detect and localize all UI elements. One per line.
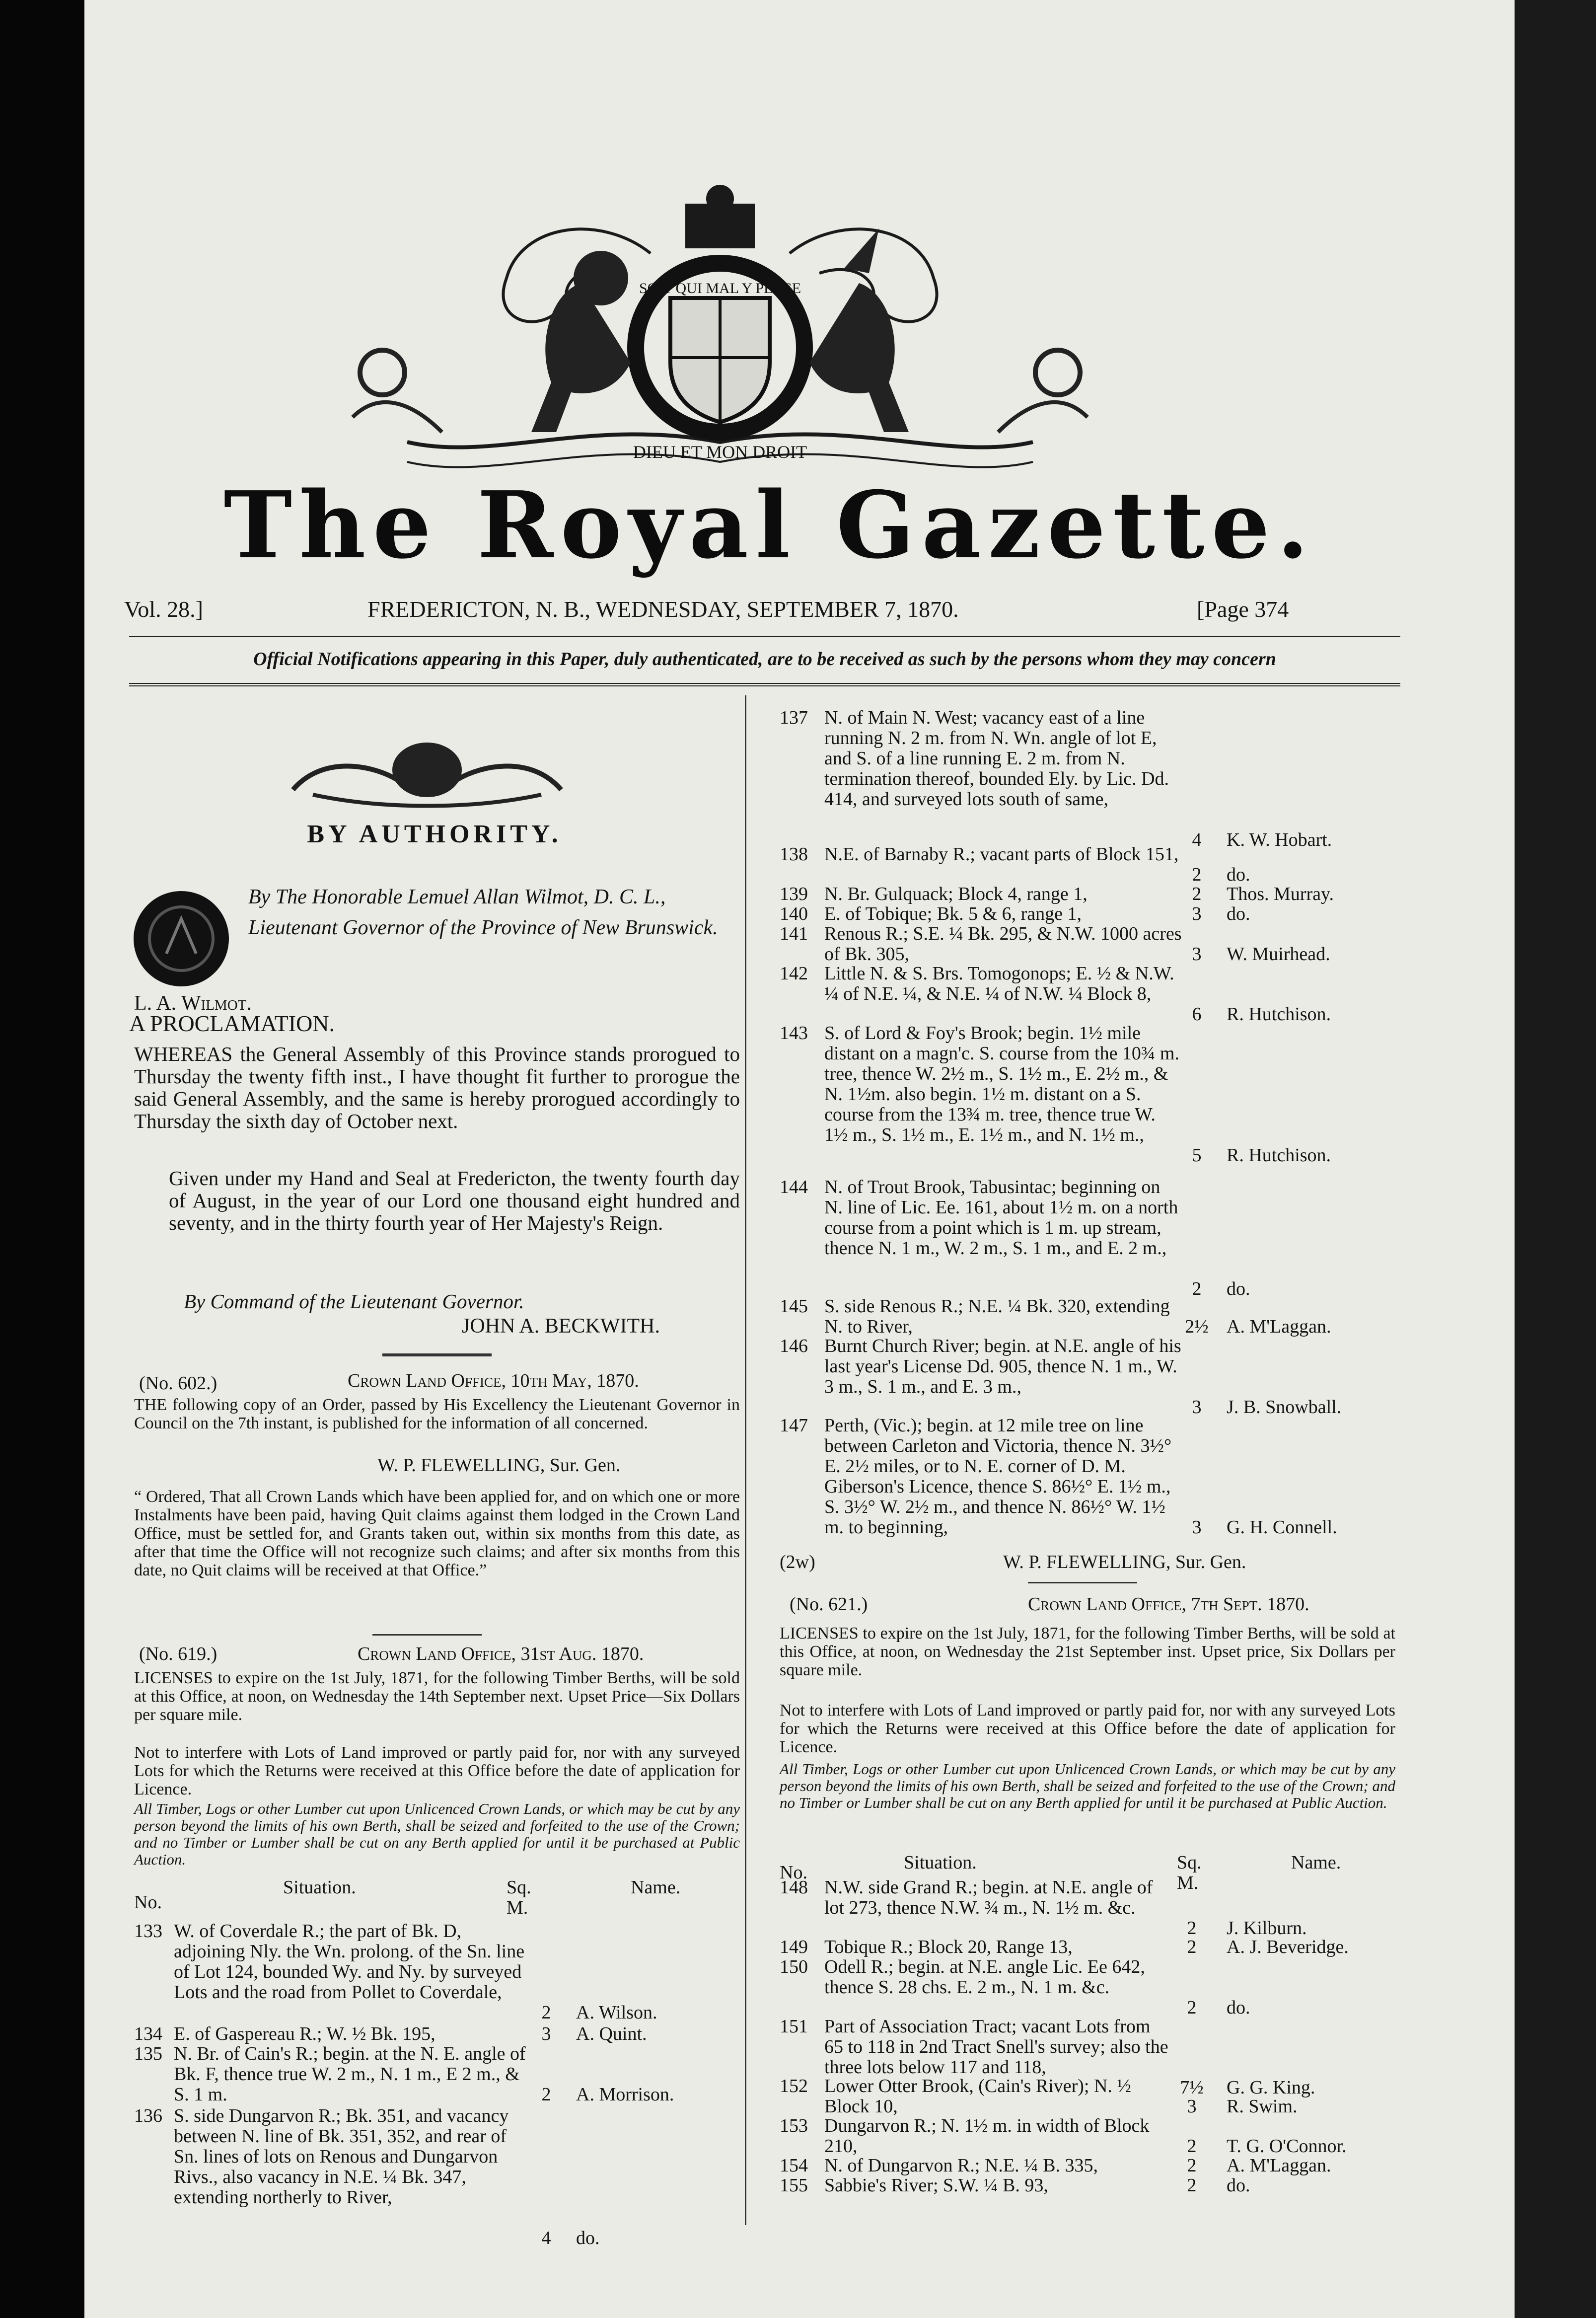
row-number: 146 <box>780 1336 808 1356</box>
notice-621-timber: All Timber, Logs or other Lumber cut upon Unlicenced Crown Lands, or which may be cut by any person beyond the limits of his own Berth, shall be seized and forfeited to the use of the Crown; and no Timber or Lumber shall be cut on any Berth applied for until it be purchased at Public Auction. <box>780 1760 1395 1811</box>
row-sq-miles: 7½ <box>1180 2077 1204 2098</box>
row-name: R. Hutchison. <box>1227 1145 1331 1166</box>
notice-619-number: (No. 619.) <box>139 1644 218 1664</box>
row-sq-miles: 2 <box>1187 1937 1197 1957</box>
notice-602-order: “ Ordered, That all Crown Lands which have been applied for, and on which one or more Instalments have been paid, having Quit claims against them lodged in the Crown Land Office, must be settled for, and Grants taken out, within six months from this date, as after that time the Office will not recognize such claims; and after six months from this date, no Quit claims will be received at that Office.” <box>134 1488 740 1579</box>
row-situation: N. of Trout Brook, Tabusintac; beginning on N. line of Lic. Ee. 161, about 1½ m. on a north course from a point which is 1 m. up stream, thence N. 1 m., W. 2 m., S. 1 m., and E. 2 m., <box>824 1177 1178 1259</box>
row-situation: E. of Gaspereau R.; W. ½ Bk. 195, <box>174 2023 435 2044</box>
row-number: 147 <box>780 1415 808 1436</box>
col-situation: Situation. <box>283 1877 356 1898</box>
row-number: 152 <box>780 2076 808 2096</box>
row-name: R. Swim. <box>1227 2096 1298 2117</box>
row-sq-miles: 2 <box>1192 1278 1202 1299</box>
garter-motto: SOIT QUI MAL Y PENSE <box>639 280 801 297</box>
row-name: do. <box>1227 1278 1250 1299</box>
column-divider <box>745 695 746 2225</box>
notice-619-office: Crown Land Office, 31st Aug. 1870. <box>358 1644 644 1664</box>
proclamation-text: WHEREAS the General Assembly of this Province stands prorogued to Thursday the twenty fifth inst., I have thought fit further to prorogue the said General Assembly, and the same is hereby prorogued accordingly to Thursday the sixth day of October next. <box>134 1043 740 1132</box>
col-name: Name. <box>1291 1852 1341 1873</box>
gazette-page <box>84 0 1515 2318</box>
row-situation: E. of Tobique; Bk. 5 & 6, range 1, <box>824 903 1082 924</box>
row-name: do. <box>1227 1997 1250 2018</box>
row-number: 154 <box>780 2155 808 2176</box>
col-no: No. <box>780 1862 807 1883</box>
row-situation: Burnt Church River; begin. at N.E. angle of his last year's License Dd. 905, thence N. 1 m., W. 3 m., S. 1 m., and E. 3 m., <box>824 1336 1181 1397</box>
row-sq-miles: 2 <box>1192 864 1202 885</box>
row-sq-miles: 5 <box>1192 1145 1202 1166</box>
row-name: A. M'Laggan. <box>1227 2155 1331 2176</box>
row-name: do. <box>1227 2175 1250 2196</box>
row-sq-miles: 3 <box>1192 903 1202 924</box>
row-number: 148 <box>780 1877 808 1898</box>
row-sq-miles: 3 <box>541 2023 551 2044</box>
row-name: G. H. Connell. <box>1227 1517 1337 1538</box>
row-situation: S. side Dungarvon R.; Bk. 351, and vacancy between N. line of Bk. 351, 352, and rear of Sn. lines of lots on Renous and Dungarvon Rivs., also vacancy in N.E. ¼ Bk. 347, extending northerly to River, <box>174 2105 509 2208</box>
row-situation: N.E. of Barnaby R.; vacant parts of Block 151, <box>824 844 1179 865</box>
col-sq-m: Sq. M. <box>507 1877 531 1918</box>
row-number: 153 <box>780 2115 808 2136</box>
notice-602-office: Crown Land Office, 10th May, 1870. <box>348 1370 639 1391</box>
proclamation-preamble: By The Honorable Lemuel Allan Wilmot, D. C. L., Lieutenant Governor of the Province of New Brunswick. <box>248 886 718 939</box>
small-coat-of-arms-icon <box>283 735 571 810</box>
notice-621-interfere: Not to interfere with Lots of Land improved or partly paid for, nor with any surveyed Lots for which the Returns were received at this Office before the date of application for Licence. <box>780 1701 1395 1756</box>
row-situation: Perth, (Vic.); begin. at 12 mile tree on line between Carleton and Victoria, thence N. 3½° E. 2½ miles, or to N. E. corner of D. M. Giberson's Licence, thence S. 86½° E. 1½ m., S. 3½° W. 2½ m., and thence N. 86½° W. 1½ m. to beginning, <box>824 1415 1172 1538</box>
row-sq-miles: 3 <box>1192 1397 1202 1418</box>
row-sq-miles: 2 <box>1192 884 1202 904</box>
row-situation: N. Br. of Cain's R.; begin. at the N. E. angle of Bk. F, thence true W. 2 m., N. 1 m., E 2 m., & S. 1 m. <box>174 2043 526 2105</box>
command-line: By Command of the Lieutenant Governor. <box>184 1290 524 1313</box>
row-sq-miles: 4 <box>1192 829 1202 850</box>
proclamation-title: A PROCLAMATION. <box>129 1011 335 1036</box>
row-name: R. Hutchison. <box>1227 1004 1331 1025</box>
row-sq-miles: 2 <box>1187 1997 1197 2018</box>
row-number: 137 <box>780 707 808 728</box>
proclamation-given: Given under my Hand and Seal at Fredericton, the twenty fourth day of August, in the year of our Lord one thousand eight hundred and seventy, and in the thirty fourth year of Her Majesty's Reign. <box>169 1167 740 1234</box>
separator-rule <box>1028 1582 1137 1583</box>
row-situation: Dungarvon R.; N. 1½ m. in width of Block 210, <box>824 2115 1150 2157</box>
row-sq-miles: 2 <box>1187 2175 1197 2196</box>
row-sq-miles: 2 <box>1187 2136 1197 2157</box>
row-number: 134 <box>134 2023 162 2044</box>
by-authority-heading: BY AUTHORITY. <box>307 820 562 848</box>
masthead-title: The Royal Gazette. <box>223 471 1316 579</box>
row-name: A. Wilson. <box>576 2002 657 2023</box>
notice-619-signed: W. P. FLEWELLING, Sur. Gen. <box>1003 1552 1246 1572</box>
row-name: T. G. O'Connor. <box>1227 2136 1347 2157</box>
notice-602-signed: W. P. FLEWELLING, Sur. Gen. <box>377 1455 621 1476</box>
row-number: 139 <box>780 884 808 904</box>
scan-left-edge <box>0 0 84 2318</box>
row-number: 138 <box>780 844 808 865</box>
row-situation: Renous R.; S.E. ¼ Bk. 295, & N.W. 1000 acres of Bk. 305, <box>824 923 1182 965</box>
row-name: A. J. Beveridge. <box>1227 1937 1349 1957</box>
header-rule <box>129 636 1400 637</box>
row-number: 143 <box>780 1023 808 1044</box>
row-sq-miles: 3 <box>1192 944 1202 965</box>
row-number: 142 <box>780 963 808 984</box>
separator-rule <box>372 1634 482 1636</box>
proclamation-body <box>134 1043 740 1132</box>
row-number: 141 <box>780 923 808 944</box>
row-sq-miles: 3 <box>1192 1517 1202 1538</box>
royal-coat-of-arms-icon <box>343 184 1097 477</box>
row-sq-miles: 2½ <box>1185 1316 1209 1337</box>
seal-icon <box>132 889 231 988</box>
row-situation: N. Br. Gulquack; Block 4, range 1, <box>824 884 1088 904</box>
row-situation: Part of Association Tract; vacant Lots from 65 to 118 in 2nd Tract Snell's survey; also the three lots below 117 and 118, <box>824 2016 1168 2078</box>
row-sq-miles: 2 <box>541 2002 551 2023</box>
row-number: 136 <box>134 2105 162 2126</box>
row-name: A. M'Laggan. <box>1227 1316 1331 1337</box>
row-number: 150 <box>780 1956 808 1977</box>
row-situation: N.W. side Grand R.; begin. at N.E. angle of lot 273, thence N.W. ¾ m., N. 1½ m. &c. <box>824 1877 1153 1918</box>
row-name: Thos. Murray. <box>1227 884 1334 904</box>
row-name: A. Morrison. <box>576 2084 674 2105</box>
notice-602-body: THE following copy of an Order, passed by His Excellency the Lieutenant Governor in Council on the 7th instant, is published for the information of all concerned. <box>134 1396 740 1432</box>
notice-619-interfere: Not to interfere with Lots of Land improved or partly paid for, nor with any surveyed Lots for which the Returns were received at this Office before the date of application for Licence. <box>134 1743 740 1798</box>
row-number: 140 <box>780 903 808 924</box>
row-number: 149 <box>780 1937 808 1957</box>
row-sq-miles: 4 <box>541 2228 551 2248</box>
row-situation: Lower Otter Brook, (Cain's River); N. ½ Block 10, <box>824 2076 1131 2117</box>
page-number: [Page 374 <box>1197 597 1289 622</box>
row-name: G. G. King. <box>1227 2077 1315 2098</box>
row-sq-miles: 6 <box>1192 1004 1202 1025</box>
official-notice: Official Notifications appearing in this Paper, duly authenticated, are to be received as such by the persons whom they may concern <box>253 649 1276 670</box>
notice-621-office: Crown Land Office, 7th Sept. 1870. <box>1028 1594 1309 1615</box>
header-double-rule <box>129 683 1400 686</box>
notice-tag: (2w) <box>780 1552 815 1572</box>
row-name: K. W. Hobart. <box>1227 829 1332 850</box>
row-number: 145 <box>780 1296 808 1317</box>
row-situation: W. of Coverdale R.; the part of Bk. D, adjoining Nly. the Wn. prolong. of the Sn. line of Lot 124, bounded Wy. and Ny. by surveyed Lots and the road from Pollet to Coverdale, <box>174 1921 525 2003</box>
row-situation: N. of Main N. West; vacancy east of a line running N. 2 m. from N. Wn. angle of lot E, and S. of a line running E. 2 m. from N. termination thereof, bounded Ely. by Lic. Dd. 414, and surveyed lots south of same, <box>824 707 1169 810</box>
row-situation: S. of Lord & Foy's Brook; begin. 1½ mile distant on a magn'c. S. course from the 10¾ m. tree, thence W. 2½ m., S. 1½ m., E. 2½ m., & N. 1½m. also begin. 1½ m. distant on a S. course from the 13¾ m. tree, thence true W. 1½ m., S. 1½ m., E. 1½ m., and N. 1½ m., <box>824 1023 1179 1145</box>
row-number: 144 <box>780 1177 808 1197</box>
row-name: J. Kilburn. <box>1227 1918 1307 1939</box>
notice-621-number: (No. 621.) <box>790 1594 868 1615</box>
row-sq-miles: 2 <box>1187 2155 1197 2176</box>
row-name: W. Muirhead. <box>1227 944 1330 965</box>
col-no: No. <box>134 1892 162 1913</box>
row-name: do. <box>576 2228 600 2248</box>
col-situation: Situation. <box>904 1852 977 1873</box>
row-number: 135 <box>134 2043 162 2064</box>
volume-number: Vol. 28.] <box>124 597 203 622</box>
row-sq-miles: 2 <box>1187 1918 1197 1939</box>
col-name: Name. <box>631 1877 681 1898</box>
separator-rule <box>382 1353 492 1356</box>
notice-621-body: LICENSES to expire on the 1st July, 1871, for the following Timber Berths, will be sold at this Office, at noon, on Wednesday the 21st September inst. Upset price, Six Dollars per square mile. <box>780 1624 1395 1679</box>
row-number: 151 <box>780 2016 808 2037</box>
row-name: J. B. Snowball. <box>1227 1397 1342 1418</box>
row-situation: S. side Renous R.; N.E. ¼ Bk. 320, extending N. to River, <box>824 1296 1170 1337</box>
row-situation: N. of Dungarvon R.; N.E. ¼ B. 335, <box>824 2155 1098 2176</box>
secretary-name: JOHN A. BECKWITH. <box>462 1315 660 1338</box>
notice-619-timber: All Timber, Logs or other Lumber cut upon Unlicenced Crown Lands, or which may be cut by any person beyond the limits of his own Berth, shall be seized and forfeited to the use of the Crown; and no Timber or Lumber shall be cut on any Berth applied for until it be purchased at Public Auction. <box>134 1800 740 1868</box>
dateline: FREDERICTON, N. B., WEDNESDAY, SEPTEMBER 7, 1870. <box>367 597 959 622</box>
ribbon-motto: DIEU ET MON DROIT <box>633 442 807 462</box>
col-sq-m: Sq. M. <box>1177 1852 1202 1893</box>
notice-602-number: (No. 602.) <box>139 1373 218 1394</box>
row-situation: Odell R.; begin. at N.E. angle Lic. Ee 642, thence S. 28 chs. E. 2 m., N. 1 m. &c. <box>824 1956 1145 1998</box>
row-situation: Tobique R.; Block 20, Range 13, <box>824 1937 1073 1957</box>
governor-signature: L. A. Wilmot. <box>134 992 252 1015</box>
row-name: do. <box>1227 903 1250 924</box>
row-situation: Sabbie's River; S.W. ¼ B. 93, <box>824 2175 1048 2196</box>
row-number: 133 <box>134 1921 162 1942</box>
notice-619-body: LICENSES to expire on the 1st July, 1871, for the following Timber Berths, will be sold at this Office, at noon, on Wednesday the 14th September next. Upset Price—Six Dollars per square mile. <box>134 1669 740 1724</box>
row-name: do. <box>1227 864 1250 885</box>
row-number: 155 <box>780 2175 808 2196</box>
row-situation: Little N. & S. Brs. Tomogonops; E. ½ & N.W. ¼ of N.E. ¼, & N.E. ¼ of N.W. ¼ Block 8, <box>824 963 1174 1004</box>
row-sq-miles: 3 <box>1187 2096 1197 2117</box>
row-sq-miles: 2 <box>541 2084 551 2105</box>
row-name: A. Quint. <box>576 2023 647 2044</box>
